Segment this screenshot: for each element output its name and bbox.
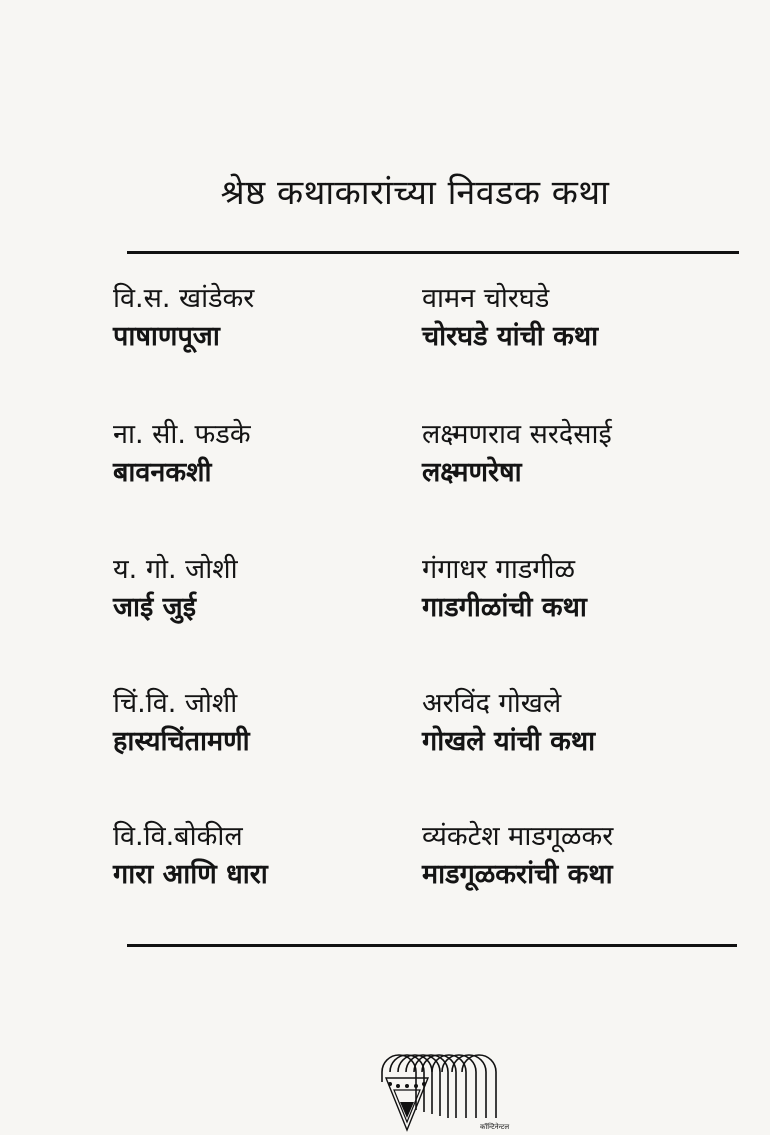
book-title: लक्ष्मणरेषा (422, 457, 522, 488)
book-title: जाई जुई (113, 592, 196, 623)
left-entry-1 (113, 281, 254, 357)
right-entry-1 (422, 281, 598, 357)
top-divider (127, 251, 739, 254)
publisher-logo-text: कॉन्टिनेन्टल (480, 1123, 510, 1131)
bottom-divider (127, 944, 737, 947)
left-entry-5 (113, 819, 268, 895)
publisher-arches-logo-icon (380, 1032, 515, 1132)
book-title: बावनकशी (113, 457, 212, 488)
author-name: ना. सी. फडके (113, 419, 251, 450)
author-name: चिं.वि. जोशी (113, 688, 238, 719)
left-entry-3 (113, 552, 238, 628)
book-title: गारा आणि धारा (113, 859, 268, 890)
author-name: वि.स. खांडेकर (113, 283, 255, 314)
book-title: गोखले यांची कथा (422, 726, 596, 757)
right-entry-4 (422, 686, 595, 762)
author-name: लक्ष्मणराव सरदेसाई (422, 419, 612, 450)
left-entry-4 (113, 686, 250, 762)
author-name: वामन चोरघडे (422, 283, 550, 314)
page-heading: श्रेष्ठ कथाकारांच्या निवडक कथा (220, 173, 610, 213)
left-entry-2 (113, 417, 251, 493)
right-entry-3 (422, 552, 587, 628)
book-title: गाडगीळांची कथा (422, 592, 587, 623)
author-name: गंगाधर गाडगीळ (422, 554, 575, 585)
book-title: चोरघडे यांची कथा (422, 321, 599, 352)
book-title: माडगूळकरांची कथा (422, 859, 613, 890)
author-name: व्यंकटेश माडगूळकर (422, 821, 614, 852)
author-name: य. गो. जोशी (113, 554, 238, 585)
book-title: पाषाणपूजा (113, 321, 220, 352)
author-name: अरविंद गोखले (422, 688, 562, 719)
right-entry-5 (422, 819, 613, 895)
author-name: वि.वि.बोकील (113, 821, 243, 852)
right-entry-2 (422, 417, 612, 493)
book-title: हास्यचिंतामणी (113, 726, 250, 757)
